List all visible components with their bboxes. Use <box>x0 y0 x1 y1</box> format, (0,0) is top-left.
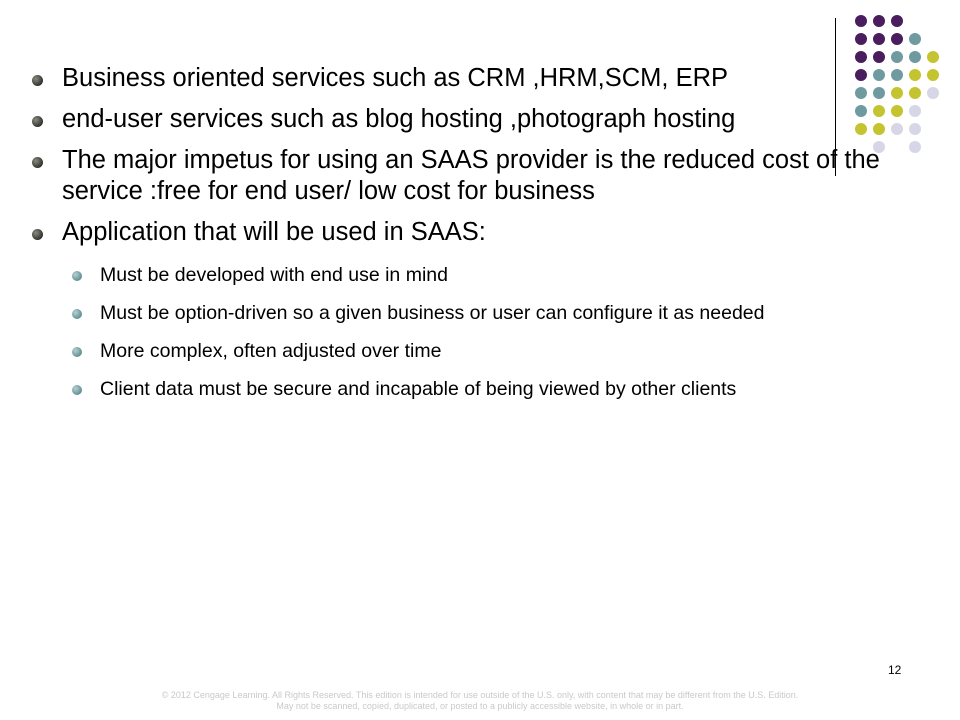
bullet-icon <box>32 229 43 240</box>
dot <box>873 15 885 27</box>
bullet-text: The major impetus for using an SAAS provider is the reduced cost of the service :free for end user/ low cost for business <box>62 146 880 205</box>
dot <box>909 33 921 45</box>
page-number: 12 <box>888 663 902 677</box>
sub-bullet-icon <box>72 309 82 319</box>
bullet-text: Application that will be used in SAAS: <box>62 218 486 246</box>
sub-bullet-item <box>28 338 928 364</box>
dot <box>891 51 903 63</box>
dot <box>927 69 939 81</box>
dot <box>909 51 921 63</box>
dot <box>873 51 885 63</box>
sub-bullet-icon <box>72 271 82 281</box>
sub-bullet-item <box>28 376 928 402</box>
sub-bullet-item <box>28 262 928 288</box>
footer-line-1: © 2012 Cengage Learning. All Rights Reserved. This edition is intended for use outside of the U.S. only, with content that may be different from the U.S. Edition. <box>161 690 799 700</box>
bullet-list <box>28 63 928 248</box>
bullet-item <box>28 145 928 207</box>
footer-line-2: May not be scanned, copied, duplicated, or posted to a publicly accessible website, in whole or in part. <box>276 701 684 711</box>
sub-bullet-icon <box>72 347 82 357</box>
dot <box>873 33 885 45</box>
copyright-footer <box>150 690 810 712</box>
sub-bullet-text: More complex, often adjusted over time <box>100 340 442 362</box>
dot <box>927 87 939 99</box>
dot <box>891 15 903 27</box>
bullet-icon <box>32 75 43 86</box>
dot <box>855 33 867 45</box>
sub-bullet-text: Must be developed with end use in mind <box>100 264 448 286</box>
bullet-text: end-user services such as blog hosting ,photograph hosting <box>62 105 736 133</box>
bullet-item <box>28 104 928 135</box>
dot <box>855 51 867 63</box>
dot <box>855 15 867 27</box>
bullet-item <box>28 63 928 94</box>
sub-bullet-icon <box>72 385 82 395</box>
bullet-icon <box>32 116 43 127</box>
bullet-icon <box>32 157 43 168</box>
sub-bullet-item <box>28 300 928 326</box>
sub-bullet-text: Client data must be secure and incapable of being viewed by other clients <box>100 378 737 400</box>
dot <box>891 33 903 45</box>
slide-content <box>28 63 928 414</box>
sub-bullet-text: Must be option-driven so a given business or user can configure it as needed <box>100 302 765 324</box>
bullet-item <box>28 217 928 248</box>
dot <box>927 51 939 63</box>
bullet-text: Business oriented services such as CRM ,HRM,SCM, ERP <box>62 64 729 92</box>
sub-bullet-list <box>28 262 928 402</box>
